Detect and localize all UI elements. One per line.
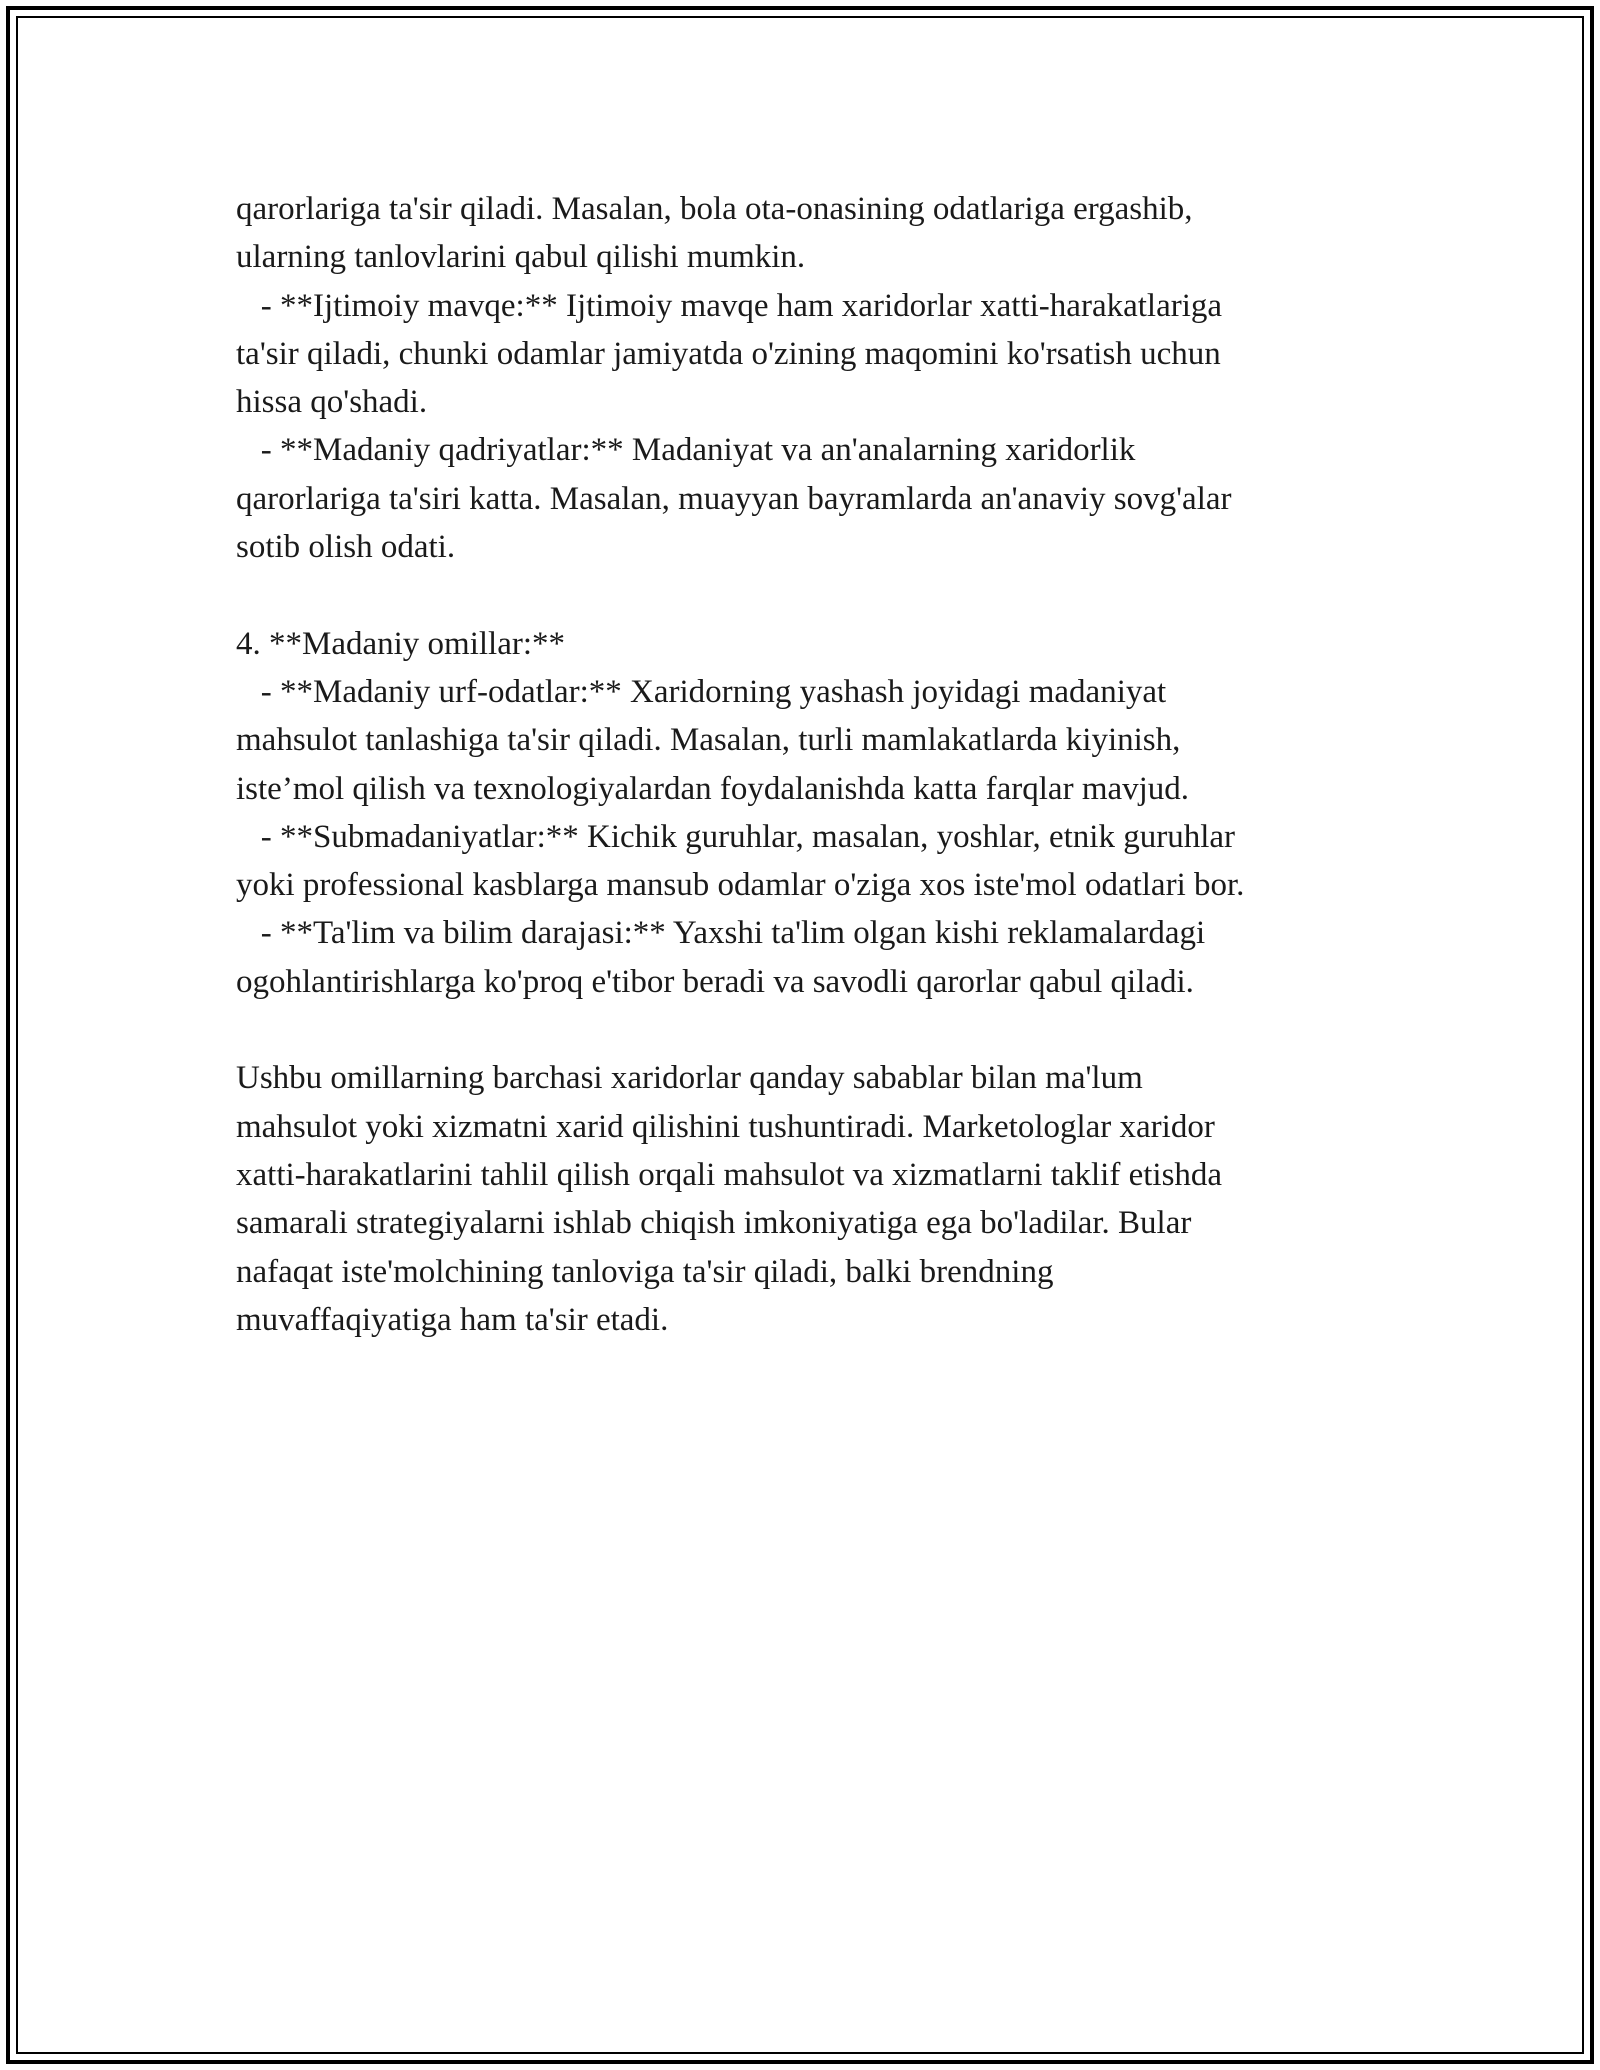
text-line: muvaffaqiyatiga ham ta'sir etadi. (236, 1301, 669, 1338)
text-line: mahsulot tanlashiga ta'sir qiladi. Masalan, turli mamlakatlarda kiyinish, (236, 722, 1181, 759)
text-line: sotib olish odati. (236, 529, 456, 566)
text-line: ularning tanlovlarini qabul qilishi mumkin. (236, 239, 806, 276)
text-line: samarali strategiyalarni ishlab chiqish imkoniyatiga ega bo'ladilar. Bular (236, 1205, 1192, 1242)
text-line: qarorlariga ta'siri katta. Masalan, muayyan bayramlarda an'anaviy sovg'alar (236, 480, 1232, 517)
text-line: ogohlantirishlarga ko'proq e'tibor beradi va savodli qarorlar qabul qiladi. (236, 963, 1194, 1000)
text-line: Ushbu omillarning barchasi xaridorlar qanday sabablar bilan ma'lum (236, 1060, 1143, 1097)
text-line: - **Ta'lim va bilim darajasi:** Yaxshi ta'lim olgan kishi reklamalardagi (236, 915, 1206, 952)
text-line: - **Ijtimoiy mavqe:** Ijtimoiy mavqe ham xaridorlar xatti-harakatlariga (236, 287, 1223, 324)
text-line: - **Submadaniyatlar:** Kichik guruhlar, masalan, yoshlar, etnik guruhlar (236, 818, 1236, 855)
text-line: yoki professional kasblarga mansub odamlar o'ziga xos iste'mol odatlari bor. (236, 867, 1245, 904)
text-line: mahsulot yoki xizmatni xarid qilishini tushuntiradi. Marketologlar xaridor (236, 1108, 1215, 1145)
text-line: nafaqat iste'molchining tanloviga ta'sir qiladi, balki brendning (236, 1253, 1054, 1290)
document-body (236, 185, 1396, 1344)
text-line: - **Madaniy urf-odatlar:** Xaridorning yashash joyidagi madaniyat (236, 673, 1167, 710)
text-line: qarorlariga ta'sir qiladi. Masalan, bola ota-onasining odatlariga ergashib, (236, 191, 1193, 227)
blank-line (236, 1006, 1396, 1054)
text-line: - **Madaniy qadriyatlar:** Madaniyat va an'analarning xaridorlik (236, 432, 1136, 469)
blank-line (236, 571, 1396, 619)
text-line: ta'sir qiladi, chunki odamlar jamiyatda o'zining maqomini ko'rsatish uchun (236, 335, 1221, 372)
text-line: hissa qo'shadi. (236, 384, 428, 421)
text-line: iste’mol qilish va texnologiyalardan foydalanishda katta farqlar mavjud. (236, 770, 1190, 807)
text-line: xatti-harakatlarini tahlil qilish orqali mahsulot va xizmatlarni taklif etishda (236, 1156, 1223, 1193)
section-heading: 4. **Madaniy omillar:** (236, 625, 566, 662)
